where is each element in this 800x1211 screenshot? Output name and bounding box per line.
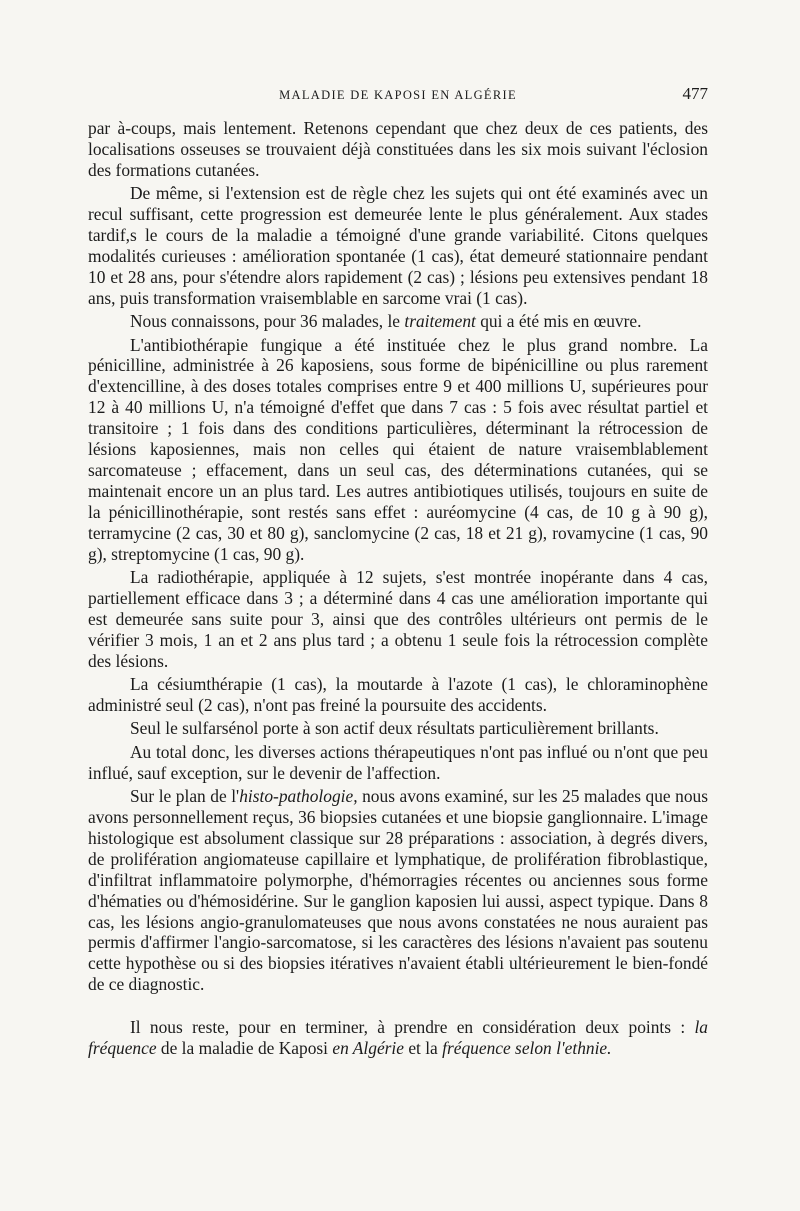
paragraph-8: Au total donc, les diverses actions thérapeutiques n'ont pas influé ou n'ont que peu influé, sauf exception, sur le devenir de l'affection.	[88, 741, 708, 783]
paragraph-2: De même, si l'extension est de règle chez les sujets qui ont été examinés avec un recul suffisant, cette progression est demeurée lente le plus généralement. Aux stades tardif,s le cours de la maladie a témoigné d'une grande variabilité. Citons quelques modalités curieuses : amélioration spontanée (1 cas), état demeuré stationnaire pendant 10 et 28 ans, pour s'étendre alors rapidement (2 cas) ; lésions peu extensives pendant 18 ans, puis transformation vraisemblable en sarcome vrai (1 cas).	[88, 183, 708, 308]
paragraph-9-emphasis: histo-pathologie,	[239, 786, 358, 807]
page-body	[88, 118, 708, 1061]
paragraph-4: L'antibiothérapie fungique a été instituée chez le plus grand nombre. La pénicilline, administrée à 26 kaposiens, sous forme de bipénicilline ou plus rarement d'extencilline, à des doses totales comprises entre 9 et 400 millions U, supérieures pour 12 à 40 millions U, n'a témoigné d'effet que dans 7 cas : 5 fois avec résultat partiel et transitoire ; 1 fois dans des conditions particulières, déterminant la rétrocession de lésions kaposiennes, mais non celles qui étaient de nature vraisemblablement sarcomateuse ; effacement, dans un seul cas, des déterminations cutanées, qui se maintenait encore un an plus tard. Les autres antibiotiques utilisés, toujours en suite de la pénicillinothérapie, sont restés sans effet : auréomycine (4 cas, de 10 g à 90 g), terramycine (2 cas, 30 et 80 g), sanclomycine (2 cas, 18 et 21 g), rovamycine (1 cas, 90 g), streptomycine (1 cas, 90 g).	[88, 334, 708, 564]
paragraph-1: par à-coups, mais lentement. Retenons cependant que chez deux de ces patients, des localisations osseuses se trouvaient déjà constituées dans les six mois suivant l'éclosion des formations cutanées.	[88, 118, 708, 180]
paragraph-5: La radiothérapie, appliquée à 12 sujets, s'est montrée inopérante dans 4 cas, partiellement efficace dans 3 ; a déterminé dans 4 cas une amélioration importante qui est demeurée sans suite pour 3, ainsi que des contrôles ultérieurs ont permis de le vérifier 3 mois, 1 an et 2 ans plus tard ; a obtenu 1 seule fois la rétrocession complète des lésions.	[88, 567, 708, 671]
paragraph-10-text-b: de la maladie de Kaposi	[156, 1038, 333, 1059]
paragraph-3-emphasis: traitement	[404, 311, 476, 332]
paragraph-10-emphasis-3: fréquence selon l'ethnie.	[442, 1038, 612, 1059]
paragraph-6: La césiumthérapie (1 cas), la moutarde à l'azote (1 cas), le chloraminophène administré seul (2 cas), n'ont pas freiné la poursuite des accidents.	[88, 674, 708, 715]
paragraph-10-text-a: Il nous reste, pour en terminer, à prendre en considération deux points :	[130, 1017, 695, 1038]
running-title: MALADIE DE KAPOSI EN ALGÉRIE	[279, 88, 517, 102]
paragraph-3-text-b: qui a été mis en œuvre.	[475, 311, 642, 332]
paragraph-10	[88, 1017, 708, 1059]
paragraph-9-text-a: Sur le plan de l'	[130, 786, 240, 807]
paragraph-3	[88, 311, 708, 332]
paragraph-3-text-a: Nous connaissons, pour 36 malades, le	[130, 311, 405, 332]
paragraph-10-emphasis-1: la fréquence	[88, 1017, 708, 1059]
running-header	[88, 84, 708, 108]
paragraph-9	[88, 786, 708, 995]
paragraph-10-text-c: et la	[403, 1038, 443, 1059]
page-number: 477	[682, 84, 708, 103]
paragraph-9-text-b: nous avons examiné, sur les 25 malades que nous avons personnellement reçus, 36 biopsies cutanées et une biopsie ganglionnaire. L'image histologique est absolument classique sur 28 préparations : association, à degrés divers, de prolifération angiomateuse capillaire et lymphatique, de prolifération fibroblastique, d'infiltrat inflammatoire polymorphe, d'hémorragies récentes ou anciennes sous forme d'hématies ou d'hémosidérine. Sur le ganglion kaposien lui aussi, aspect typique. Dans 8 cas, les lésions angio-granulomateuses que nous avons constatées ne nous auraient pas permis d'affirmer l'angio-sarcomatose, si les caractères des lésions n'avaient pas soutenu cette hypothèse ou si des biopsies itératives n'avaient établi ultérieurement le bien-fondé de ce diagnostic.	[88, 786, 709, 995]
paragraph-10-emphasis-2: en Algérie	[332, 1038, 404, 1059]
paragraph-7: Seul le sulfarsénol porte à son actif deux résultats particulièrement brillants.	[130, 718, 659, 739]
